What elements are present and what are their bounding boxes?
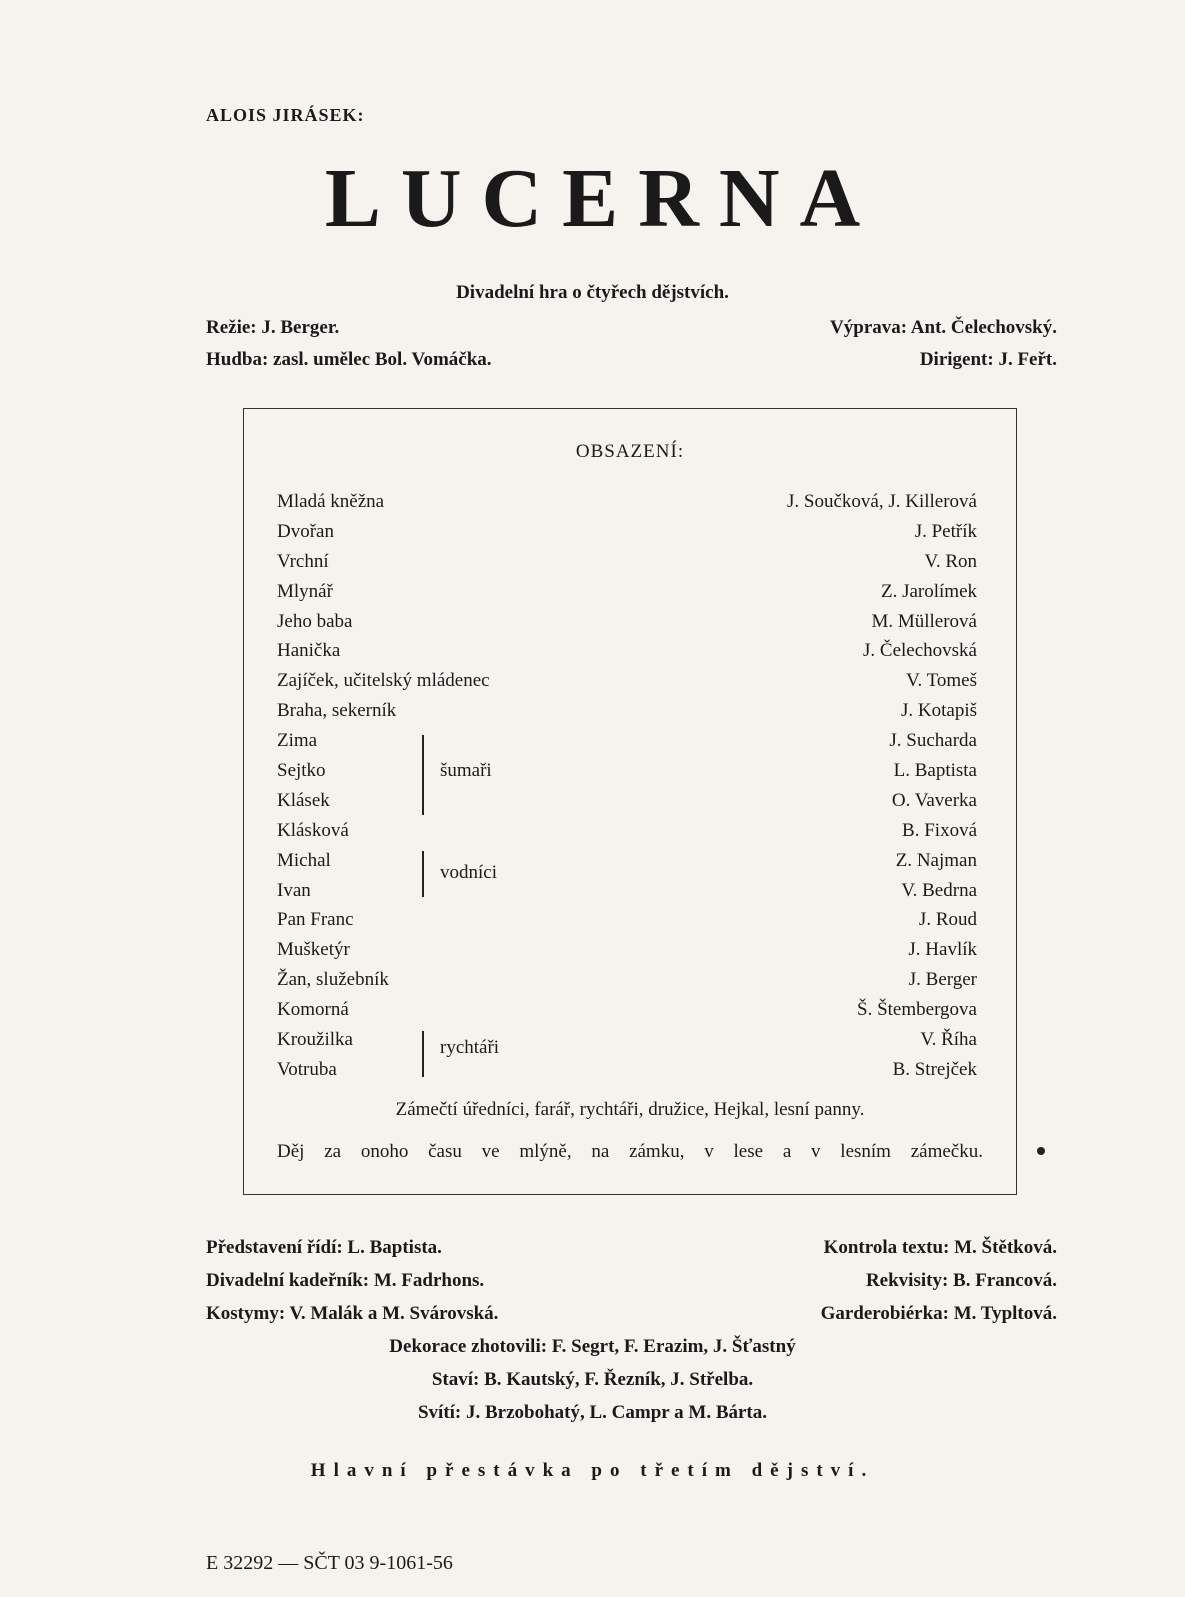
cast-actor: V. Bedrna [901,879,977,901]
cast-row [277,640,977,670]
cast-row [277,700,977,730]
intermission-note: Hlavní přestávka po třetím dějství. [310,1460,875,1481]
cast-role: Zima [277,730,318,752]
cast-row [277,939,977,969]
cast-role: Zajíček, učitelský mládenec [277,670,490,692]
cast-role: Michal [277,849,331,871]
cast-actor: Š. Štembergova [857,999,977,1021]
print-speck [1037,1147,1045,1155]
cast-role: Braha, sekerník [277,700,397,722]
cast-row [277,491,977,521]
play-setting: Děj za onoho času ve mlýně, na zámku, v lese a v lesním zámečku. [277,1141,983,1162]
cast-actor: J. Petřík [914,520,977,542]
cast-row [277,730,977,760]
play-title: LUCERNA [324,152,881,245]
crew-dekorace: Dekorace zhotovili: F. Segrt, F. Erazim, J. Šťastný [389,1336,796,1357]
cast-role: Vrchní [277,550,329,572]
crew-garderobierka: Garderobiérka: M. Typltová. [820,1303,1057,1324]
cast-actor: B. Strejček [892,1058,977,1080]
cast-role: Mladá kněžna [277,491,385,512]
crew-kostymy: Kostymy: V. Malák a M. Svárovská. [206,1303,499,1324]
cast-role: Hanička [277,640,341,662]
cast-role: Žan, služebník [277,969,389,991]
crew-kadernik: Divadelní kadeřník: M. Fadrhons. [206,1270,485,1291]
credit-vyprava: Výprava: Ant. Čelechovský. [830,317,1057,338]
cast-row [277,521,977,551]
cast-row [277,999,977,1029]
cast-role: Sejtko [277,760,326,782]
cast-role: Mušketýr [277,939,350,961]
cast-actor: O. Vaverka [891,789,977,811]
print-code: E 32292 — SČT 03 9-1061-56 [206,1552,453,1574]
cast-row [277,969,977,999]
cast-row [277,1059,977,1089]
group-label-rychtari: rychtáři [440,1037,500,1058]
cast-actor: J. Havlík [908,939,977,961]
cast-role: Kroužilka [277,1029,353,1051]
crew-rekvisity: Rekvisity: B. Francová. [865,1270,1057,1291]
cast-actor: V. Tomeš [906,670,977,692]
cast-role: Klásek [277,789,330,811]
author: ALOIS JIRÁSEK: [206,105,365,125]
cast-extras: Zámečtí úředníci, farář, rychtáři, družice, Hejkal, lesní panny. [395,1099,865,1120]
cast-actor: J. Sucharda [889,730,977,752]
play-subtitle: Divadelní hra o čtyřech dějstvích. [456,282,729,303]
cast-actor: J. Součková, J. Killerová [787,491,977,512]
cast-row [277,820,977,850]
cast-actor: J. Čelechovská [863,640,977,662]
cast-row [277,611,977,641]
cast-row [277,880,977,910]
cast-list [277,491,977,1089]
brace-rychtari [422,1031,424,1077]
cast-row [277,551,977,581]
brace-vodnici [422,851,424,897]
cast-row [277,850,977,880]
crew-stavi: Staví: B. Kautský, F. Řezník, J. Střelba. [431,1369,754,1390]
cast-actor: J. Roud [918,909,977,931]
cast-role: Dvořan [277,520,334,542]
cast-actor: M. Müllerová [871,610,977,632]
cast-role: Mlynář [277,580,333,602]
cast-row [277,790,977,820]
cast-actor: L. Baptista [893,760,977,782]
group-label-sumari: šumaři [440,760,492,781]
crew-predstaveni: Představení řídí: L. Baptista. [206,1237,442,1258]
cast-actor: J. Berger [908,969,977,991]
cast-actor: J. Kotapiš [901,700,977,722]
cast-row [277,670,977,700]
cast-row [277,760,977,790]
cast-role: Komorná [277,999,349,1021]
cast-actor: Z. Najman [895,849,977,871]
cast-role: Pan Franc [277,909,354,931]
cast-actor: V. Ron [924,550,977,572]
cast-row [277,909,977,939]
credit-dirigent: Dirigent: J. Feřt. [919,349,1057,370]
credit-rezie: Režie: J. Berger. [206,317,340,338]
brace-sumari [422,735,424,815]
cast-actor: Z. Jarolímek [880,580,977,602]
group-label-vodnici: vodníci [440,862,497,883]
cast-role: Jeho baba [277,610,353,632]
cast-role: Ivan [277,879,311,901]
cast-box [243,408,1017,1195]
cast-role: Votruba [277,1058,337,1080]
cast-actor: V. Říha [920,1029,977,1051]
cast-row [277,581,977,611]
crew-sviti: Svítí: J. Brzobohatý, L. Campr a M. Bárta. [417,1402,768,1423]
cast-role: Klásková [277,819,349,841]
cast-actor: B. Fixová [902,819,977,841]
cast-heading: OBSAZENÍ: [575,441,685,462]
credit-hudba: Hudba: zasl. umělec Bol. Vomáčka. [206,349,492,370]
crew-kontrola: Kontrola textu: M. Štětková. [823,1237,1057,1258]
cast-row [277,1029,977,1059]
